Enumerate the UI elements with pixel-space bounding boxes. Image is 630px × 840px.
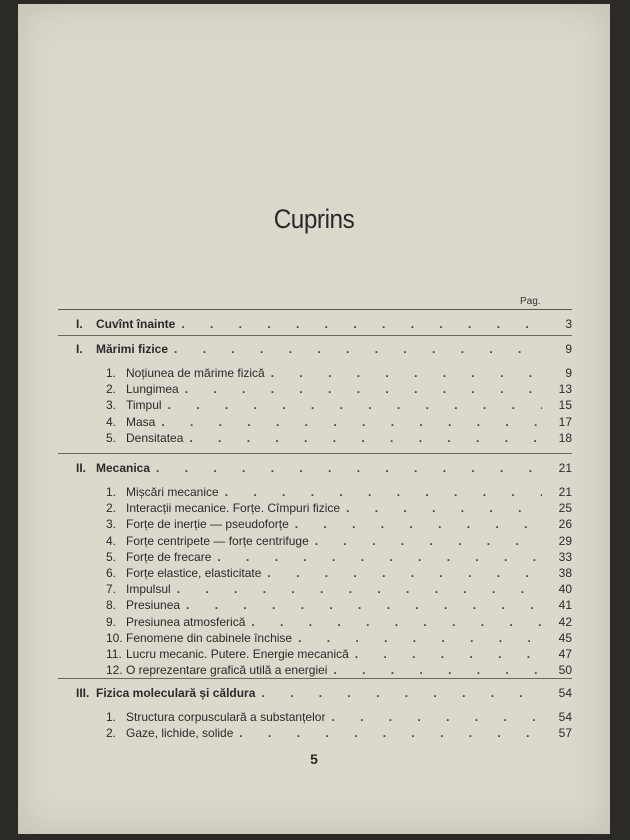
toc-subsection-entry [106, 614, 572, 631]
entry-title: Timpul [126, 398, 162, 413]
dot-leader [355, 646, 542, 663]
dot-leader [177, 581, 542, 598]
dot-leader [186, 597, 542, 614]
toc-subsection-entry [106, 581, 572, 598]
dot-leader [185, 381, 542, 398]
entry-number: 3. [106, 517, 117, 532]
entry-page-number: 17 [558, 414, 572, 429]
entry-page-number: 42 [558, 614, 572, 629]
toc-intro-entry [76, 316, 572, 333]
dot-leader [261, 685, 542, 702]
dot-leader [156, 460, 542, 477]
entry-title: Fenomene din cabinele închise [126, 630, 293, 645]
entry-title: Noțiunea de mărime fizică [126, 366, 265, 380]
dot-leader [295, 516, 542, 533]
entry-title: Densitatea [126, 430, 184, 445]
dot-leader [174, 341, 542, 358]
entry-page-number: 13 [558, 382, 572, 397]
entry-number: 1. [106, 485, 117, 499]
entry-number: I. [76, 317, 83, 331]
entry-page-number: 9 [565, 366, 572, 380]
toc-subsection-entry [106, 725, 572, 742]
entry-title: Interacții mecanice. Forțe. Cîmpuri fizice [126, 501, 341, 516]
entry-page-number: 21 [558, 461, 572, 475]
entry-page-number: 40 [558, 582, 572, 597]
toc-subsection-entry [106, 533, 572, 550]
entry-page-number: 45 [558, 630, 572, 645]
entry-page-number: 33 [558, 549, 572, 564]
entry-number: 10. [106, 630, 123, 645]
entry-number: 2. [106, 726, 117, 741]
entry-title: Presiunea atmosferică [126, 614, 246, 629]
dot-leader [181, 316, 542, 333]
toc-subsection-entry [106, 397, 572, 414]
entry-number: 11. [106, 647, 122, 661]
toc-subsection-entry [106, 365, 572, 382]
header-rule [58, 309, 572, 310]
entry-page-number: 29 [558, 533, 572, 548]
dot-leader [298, 630, 542, 647]
entry-number: 3. [106, 398, 117, 413]
toc-subsection-entry [106, 516, 572, 533]
entry-number: 6. [106, 566, 117, 580]
entry-number: 9. [106, 614, 117, 629]
toc-chapter-entry [76, 685, 572, 702]
toc-subsection-entry [106, 709, 572, 726]
entry-number: 7. [106, 582, 117, 597]
entry-page-number: 54 [558, 686, 572, 700]
toc-subsection-entry [106, 500, 572, 517]
section-separator [58, 335, 572, 336]
toc-subsection-entry [106, 484, 572, 501]
entry-number: 8. [106, 598, 117, 613]
entry-title: Fizica moleculară și căldura [96, 686, 256, 700]
entry-number: I. [76, 342, 83, 356]
entry-number: 1. [106, 366, 117, 380]
entry-title: Cuvînt înainte [96, 317, 176, 331]
page-column-header: Pag. [520, 296, 541, 307]
dot-leader [217, 549, 542, 566]
entry-number: 4. [106, 414, 117, 429]
entry-title: O reprezentare grafică utilă a energiei [126, 663, 328, 678]
toc-subsection-entry [106, 381, 572, 398]
entry-title: Structura corpusculară a substanțelor [126, 710, 326, 724]
entry-title: Mărimi fizice [96, 342, 169, 356]
entry-page-number: 26 [558, 517, 572, 532]
dot-leader [267, 565, 542, 582]
dot-leader [189, 430, 542, 447]
toc-subsection-entry [106, 646, 572, 663]
entry-title: Mecanica [96, 461, 151, 475]
entry-page-number: 25 [558, 501, 572, 516]
toc-subsection-entry [106, 549, 572, 566]
entry-page-number: 38 [558, 566, 572, 580]
entry-title: Forțe centripete — forțe centrifuge [126, 533, 309, 548]
entry-page-number: 18 [558, 430, 572, 445]
toc-chapter-entry [76, 341, 572, 358]
entry-title: Presiunea [126, 598, 181, 613]
dot-leader [315, 533, 542, 550]
entry-page-number: 41 [558, 598, 572, 613]
dot-leader [331, 709, 542, 726]
entry-page-number: 15 [558, 398, 572, 413]
dot-leader [251, 614, 542, 631]
dot-leader [225, 484, 542, 501]
entry-number: 12. [106, 663, 123, 678]
entry-title: Gaze, lichide, solide [126, 726, 234, 741]
entry-title: Forțe elastice, elasticitate [126, 566, 262, 580]
toc-subsection-entry [106, 430, 572, 447]
entry-title: Lungimea [126, 382, 179, 397]
page-number: 5 [310, 751, 318, 767]
dot-leader [346, 500, 542, 517]
entry-page-number: 57 [558, 726, 572, 741]
entry-page-number: 50 [558, 663, 572, 678]
section-separator [58, 453, 572, 454]
dot-leader [168, 397, 542, 414]
toc-subsection-entry [106, 662, 572, 679]
entry-number: 1. [106, 710, 117, 724]
dot-leader [271, 365, 542, 382]
entry-title: Impulsul [126, 582, 171, 597]
dot-leader [161, 414, 542, 431]
toc-subsection-entry [106, 414, 572, 431]
book-page [18, 4, 610, 834]
entry-number: 5. [106, 430, 117, 445]
page-title: Cuprins [273, 204, 355, 234]
entry-title: Forțe de frecare [126, 549, 212, 564]
entry-page-number: 21 [558, 485, 572, 499]
toc-subsection-entry [106, 630, 572, 647]
entry-number: 5. [106, 549, 117, 564]
entry-page-number: 3 [565, 317, 572, 331]
entry-title: Mișcări mecanice [126, 485, 219, 499]
dot-leader [239, 725, 542, 742]
section-separator [58, 678, 572, 679]
entry-page-number: 54 [558, 710, 572, 724]
entry-page-number: 47 [558, 647, 572, 661]
toc-subsection-entry [106, 565, 572, 582]
entry-number: III. [76, 686, 90, 700]
toc-subsection-entry [106, 597, 572, 614]
entry-title: Lucru mecanic. Putere. Energie mecanică [126, 647, 349, 661]
entry-number: 2. [106, 382, 117, 397]
entry-number: 4. [106, 533, 117, 548]
toc-chapter-entry [76, 460, 572, 477]
entry-page-number: 9 [565, 342, 572, 356]
dot-leader [333, 662, 542, 679]
entry-title: Forțe de inerție — pseudoforțe [126, 517, 289, 532]
entry-number: 2. [106, 501, 117, 516]
entry-title: Masa [126, 414, 156, 429]
entry-number: II. [76, 461, 87, 475]
